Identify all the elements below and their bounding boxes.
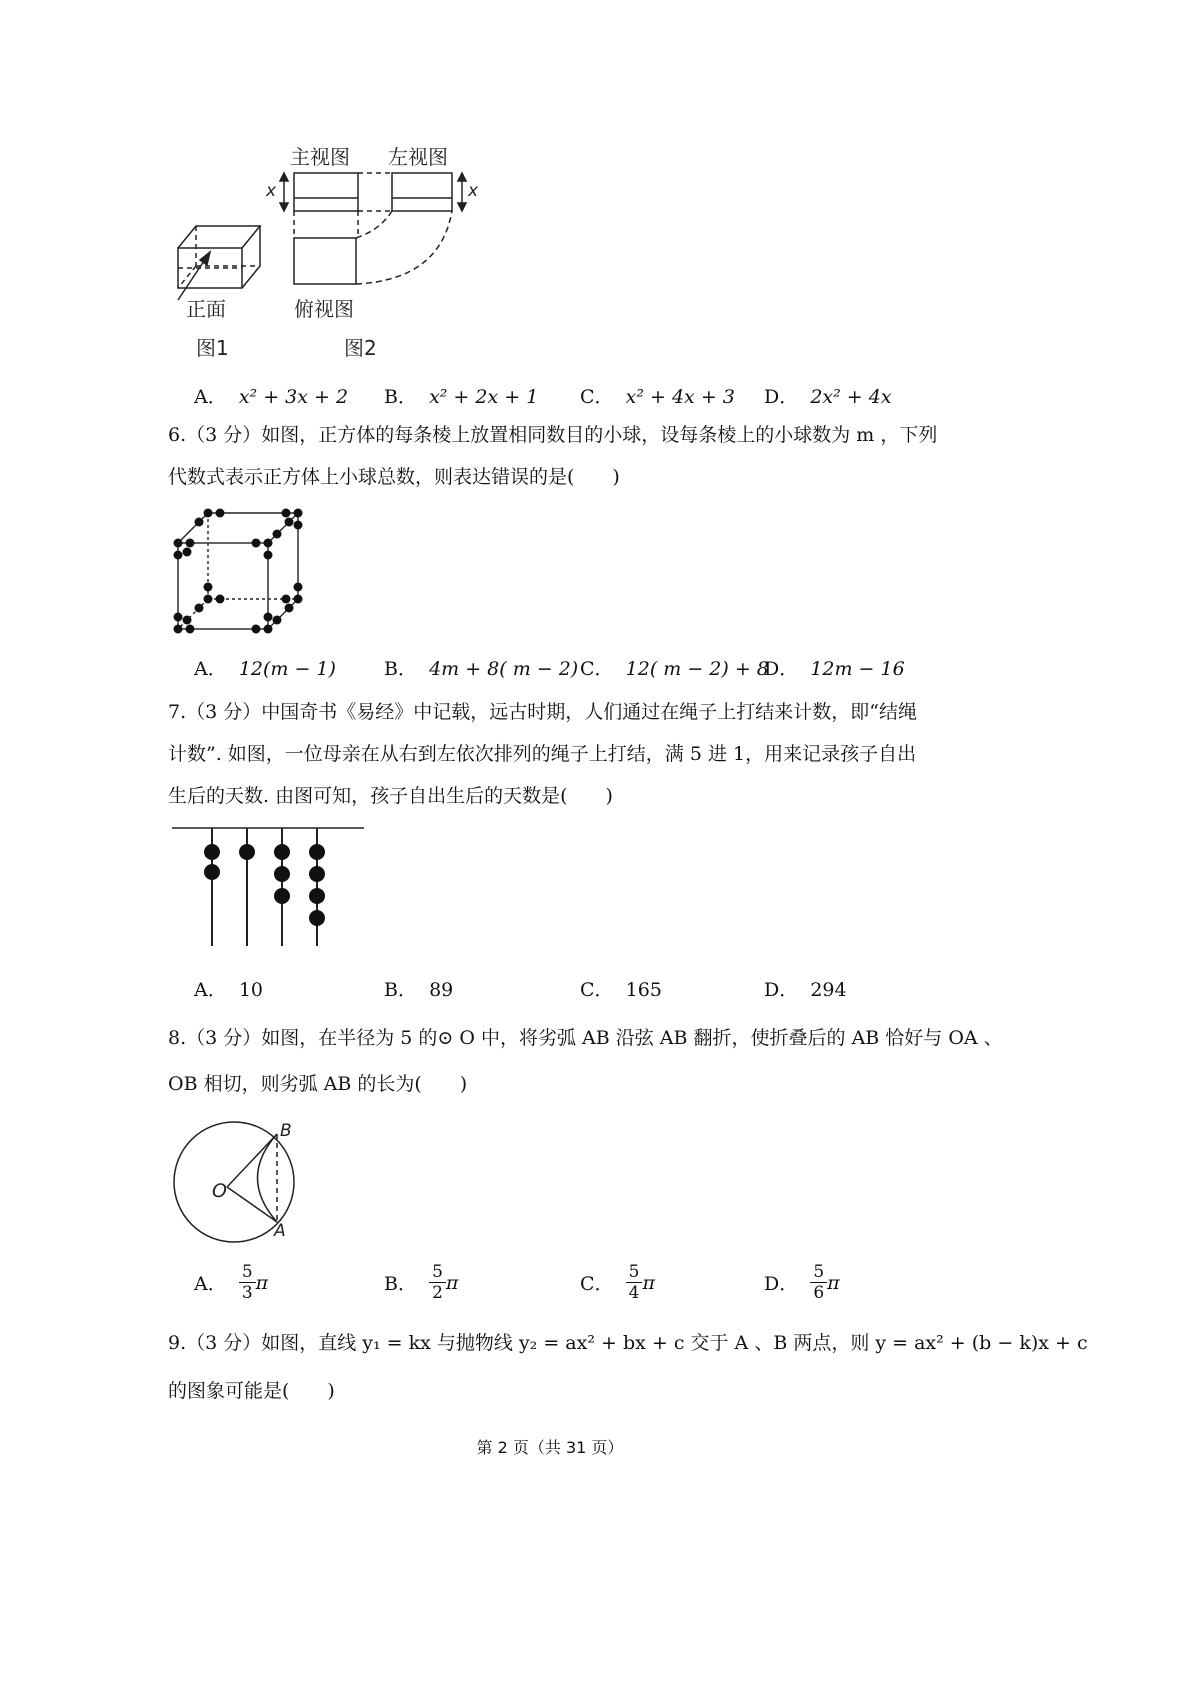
q7-knot-rope-figure bbox=[168, 822, 368, 952]
dim-label-left: x bbox=[266, 181, 277, 201]
fraction: 5 2 bbox=[429, 1262, 446, 1303]
q8-option-b[interactable]: B． 5 2 π bbox=[384, 1262, 459, 1303]
q5-option-d[interactable]: D． 2x² + 4x bbox=[764, 386, 892, 408]
q8-option-c[interactable]: C． 5 4 π bbox=[580, 1262, 655, 1303]
q7-option-b[interactable]: B． 89 bbox=[384, 979, 454, 1001]
top-view-label: 俯视图 bbox=[294, 297, 354, 321]
q6-option-b[interactable]: B． 4m + 8( m − 2) bbox=[384, 658, 579, 680]
q9-stem-line1: 9.（3 分）如图，直线 y₁ = kx 与抛物线 y₂ = ax² + bx + c 交于 A 、B 两点，则 y = ax² + (b − k)x + c bbox=[168, 1332, 1088, 1354]
q8-stem-line2: OB 相切，则劣弧 AB 的长为( ) bbox=[168, 1073, 468, 1095]
q7-stem-line3: 生后的天数. 由图可知，孩子自出生后的天数是( ) bbox=[168, 785, 613, 807]
left-view-label: 左视图 bbox=[388, 145, 448, 169]
q9-stem-line2: 的图象可能是( ) bbox=[168, 1380, 335, 1402]
q5-option-a[interactable]: A． x² + 3x + 2 bbox=[194, 386, 349, 408]
box-3d-drawing bbox=[178, 226, 260, 300]
page-footer: 第 2 页（共 31 页） bbox=[476, 1438, 624, 1457]
label-B: B bbox=[280, 1121, 292, 1141]
q6-cube-figure bbox=[168, 505, 308, 640]
q7-option-d[interactable]: D． 294 bbox=[764, 979, 847, 1001]
q7-option-c[interactable]: C． 165 bbox=[580, 979, 662, 1001]
front-view-label: 主视图 bbox=[290, 145, 350, 169]
fig1-label: 图1 bbox=[196, 336, 229, 360]
q5-option-b[interactable]: B． x² + 2x + 1 bbox=[384, 386, 539, 408]
q6-stem-line1: 6.（3 分）如图，正方体的每条棱上放置相同数目的小球，设每条棱上的小球数为 m ，下列 bbox=[168, 424, 938, 446]
q6-stem-line2: 代数式表示正方体上小球总数，则表达错误的是( ) bbox=[168, 466, 620, 488]
q7-option-a[interactable]: A． 10 bbox=[194, 979, 264, 1001]
label-O: O bbox=[212, 1180, 227, 1202]
q6-option-a[interactable]: A． 12(m − 1) bbox=[194, 658, 336, 680]
fraction: 5 6 bbox=[810, 1262, 827, 1303]
q6-option-c[interactable]: C． 12( m − 2) + 8 bbox=[580, 658, 769, 680]
q8-option-d[interactable]: D． 5 6 π bbox=[764, 1262, 840, 1303]
fig2-label: 图2 bbox=[344, 336, 377, 360]
view-drawings bbox=[278, 173, 466, 284]
q8-option-a[interactable]: A． 5 3 π bbox=[194, 1262, 269, 1303]
q8-stem-line1: 8.（3 分）如图，在半径为 5 的⊙ O 中，将劣弧 AB 沿弦 AB 翻折，使折叠后的 AB 恰好与 OA 、 bbox=[168, 1027, 1003, 1049]
q7-stem-line1: 7.（3 分）中国奇书《易经》中记载，远古时期，人们通过在绳子上打结来计数，即“结绳 bbox=[168, 701, 917, 723]
label-A: A bbox=[274, 1221, 286, 1241]
q7-stem-line2: 计数”. 如图，一位母亲在从右到左依次排列的绳子上打结，满 5 进 1，用来记录孩子自出 bbox=[168, 743, 917, 765]
q6-option-d[interactable]: D． 12m − 16 bbox=[764, 658, 905, 680]
front-face-label: 正面 bbox=[186, 297, 226, 321]
q5-three-views-figure bbox=[170, 140, 530, 375]
dim-label-right: x bbox=[468, 181, 479, 201]
q5-option-c[interactable]: C． x² + 4x + 3 bbox=[580, 386, 735, 408]
fraction: 5 4 bbox=[626, 1262, 643, 1303]
q8-circle-figure bbox=[168, 1118, 308, 1243]
fraction: 5 3 bbox=[239, 1262, 256, 1303]
